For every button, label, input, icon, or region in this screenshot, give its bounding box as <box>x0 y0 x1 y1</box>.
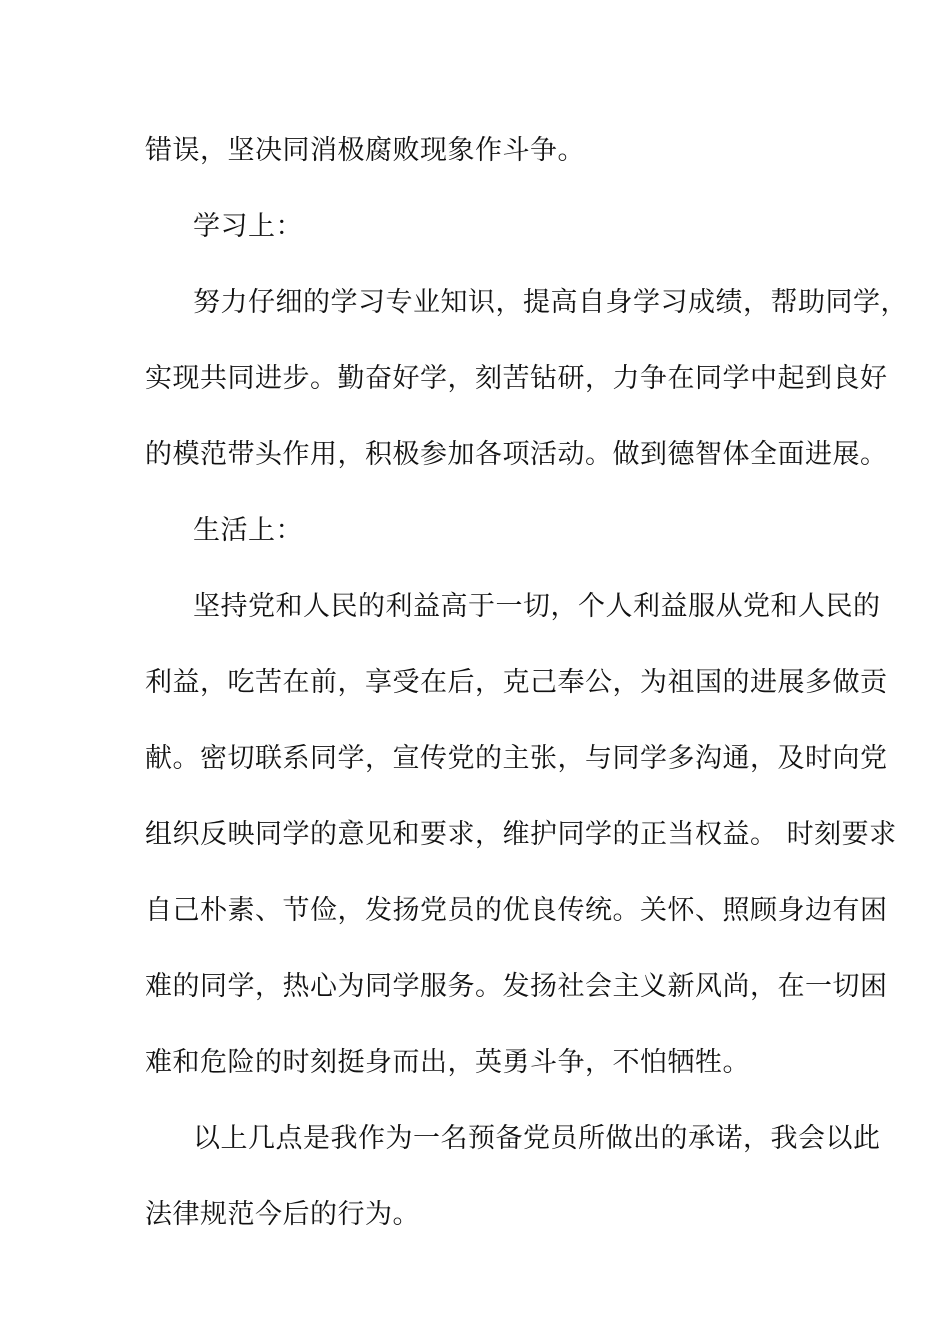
text-line: 坚持党和人民的利益高于一切，个人利益服从党和人民的 <box>193 591 881 622</box>
text-line: 组织反映同学的意见和要求，维护同学的正当权益。 时刻要求 <box>145 819 897 850</box>
text-line: 法律规范今后的行为。 <box>145 1199 420 1230</box>
text-line: 难和危险的时刻挺身而出，英勇斗争，不怕牺牲。 <box>145 1047 750 1078</box>
text-line: 自己朴素、节俭，发扬党员的优良传统。关怀、照顾身边有困 <box>145 895 888 926</box>
text-line: 难的同学，热心为同学服务。发扬社会主义新风尚，在一切困 <box>145 971 888 1002</box>
section-heading-study: 学习上： <box>193 211 303 242</box>
text-line: 以上几点是我作为一名预备党员所做出的承诺，我会以此 <box>193 1123 881 1154</box>
section-heading-life: 生活上： <box>193 515 303 546</box>
text-line: 的模范带头作用，积极参加各项活动。做到德智体全面进展。 <box>145 439 888 470</box>
text-line: 利益，吃苦在前，享受在后，克己奉公，为祖国的进展多做贡 <box>145 667 888 698</box>
text-line: 实现共同进步。勤奋好学，刻苦钻研，力争在同学中起到良好 <box>145 363 888 394</box>
text-line: 错误，坚决同消极腐败现象作斗争。 <box>145 135 585 166</box>
text-line: 努力仔细的学习专业知识，提高自身学习成绩，帮助同学， <box>193 287 908 318</box>
text-line: 献。密切联系同学，宣传党的主张，与同学多沟通，及时向党 <box>145 743 888 774</box>
